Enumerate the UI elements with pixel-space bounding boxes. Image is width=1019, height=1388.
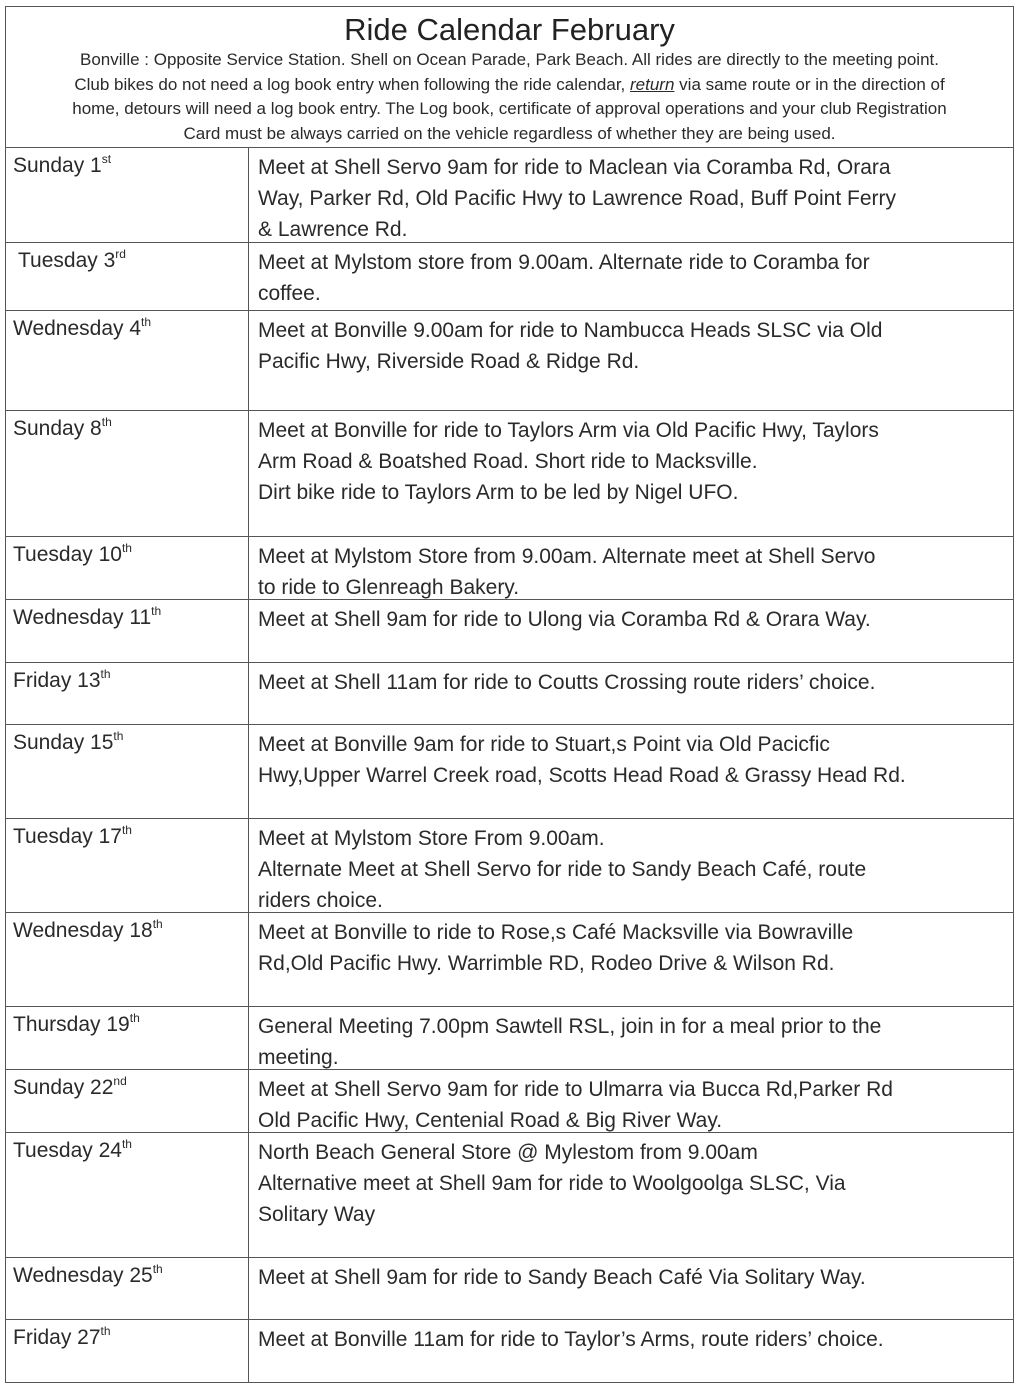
log-book-note-start: Club bikes do not need a log book entry when following the ride calendar,: [74, 74, 631, 94]
ride-description: General Meeting 7.00pm Sawtell RSL, join in for a meal prior to the meeting.: [258, 1015, 882, 1069]
ride-row: [6, 311, 1013, 411]
ride-description: Meet at Shell Servo 9am for ride to Ulmarra via Bucca Rd,Parker Rd Old Pacific Hwy, Centenial Road & Big River Way.: [258, 1078, 893, 1132]
ride-row: [6, 819, 1013, 913]
ride-day: Tuesday 17th: [13, 823, 132, 848]
ride-day: Sunday 22nd: [13, 1074, 127, 1099]
ride-day: Thursday 19th: [13, 1011, 140, 1036]
ride-day: Wednesday 11th: [13, 604, 162, 629]
ride-description: Meet at Shell Servo 9am for ride to Maclean via Coramba Rd, Orara Way, Parker Rd, Old Pacific Hwy to Lawrence Road, Buff Point Ferry & Lawrence Rd.: [258, 156, 897, 241]
ride-row: [6, 243, 1013, 311]
ride-day: Wednesday 4th: [13, 315, 152, 340]
ride-description: Meet at Shell 11am for ride to Coutts Crossing route riders’ choice.: [258, 671, 876, 694]
ride-row: [6, 913, 1013, 1007]
log-book-note: [6, 73, 1013, 98]
ride-day: Wednesday 25th: [13, 1262, 163, 1287]
ride-day: Wednesday 18th: [13, 917, 163, 942]
ride-day: Sunday 8th: [13, 415, 112, 440]
ride-day: Sunday 15th: [13, 729, 124, 754]
detour-note: home, detours will need a log book entry. The Log book, certificate of approval operations and your club Registration: [72, 99, 947, 118]
ride-description: Meet at Bonville 9.00am for ride to Nambucca Heads SLSC via Old Pacific Hwy, Riverside Road & Ridge Rd.: [258, 319, 883, 373]
ride-description: Meet at Bonville 11am for ride to Taylor’s Arms, route riders’ choice.: [258, 1328, 884, 1351]
ride-day: Sunday 1st: [13, 152, 112, 177]
ride-row: [6, 1070, 1013, 1133]
ride-description: Meet at Shell 9am for ride to Ulong via Coramba Rd & Orara Way.: [258, 608, 871, 631]
ride-row: [6, 537, 1013, 600]
ride-row: [6, 1258, 1013, 1320]
ride-row: [6, 725, 1013, 819]
calendar-header: [6, 7, 1013, 148]
ride-day: Friday 13th: [13, 667, 111, 692]
ride-row: [6, 1133, 1013, 1258]
ride-description: Meet at Bonville to ride to Rose,s Café Macksville via Bowraville Rd,Old Pacific Hwy. Warrimble RD, Rodeo Drive & Wilson Rd.: [258, 921, 854, 975]
log-book-note-end: via same route or in the direction of: [674, 74, 945, 94]
ride-description: Meet at Mylstom store from 9.00am. Alternate ride to Coramba for coffee.: [258, 251, 870, 305]
ride-description: Meet at Mylstom Store From 9.00am. Alternate Meet at Shell Servo for ride to Sandy Beach Café, route riders choice.: [258, 827, 867, 912]
column-divider: [248, 148, 249, 1382]
page-title: Ride Calendar February: [344, 12, 675, 47]
ride-day: Friday 27th: [13, 1324, 111, 1349]
ride-day: Tuesday 24th: [13, 1137, 132, 1162]
ride-row: [6, 148, 1013, 243]
ride-description: Meet at Shell 9am for ride to Sandy Beach Café Via Solitary Way.: [258, 1266, 866, 1289]
ride-description: Meet at Mylstom Store from 9.00am. Alternate meet at Shell Servo to ride to Glenreagh Bakery.: [258, 545, 876, 599]
ride-row: [6, 663, 1013, 725]
registration-note: Card must be always carried on the vehicle regardless of whether they are being used.: [183, 123, 836, 143]
ride-day: Tuesday 10th: [13, 541, 132, 566]
ride-description: Meet at Bonville 9am for ride to Stuart,s Point via Old Pacicfic Hwy,Upper Warrel Creek road, Scotts Head Road & Grassy Head Rd.: [258, 733, 906, 787]
ride-row: [6, 1320, 1013, 1382]
ride-row: [6, 411, 1013, 537]
ride-day: Tuesday 3rd: [18, 247, 126, 272]
ride-row: [6, 600, 1013, 663]
return-emphasis: return: [630, 74, 675, 94]
meeting-point-note: Bonville : Opposite Service Station. Shell on Ocean Parade, Park Beach. All rides are directly to the meeting point.: [80, 50, 939, 69]
ride-row: [6, 1007, 1013, 1070]
ride-description: North Beach General Store @ Mylestom from 9.00am Alternative meet at Shell 9am for ride to Woolgoolga SLSC, Via Solitary Way: [258, 1141, 846, 1226]
ride-description: Meet at Bonville for ride to Taylors Arm via Old Pacific Hwy, Taylors Arm Road & Boatshed Road. Short ride to Macksville. Dirt bike ride to Taylors Arm to be led by Nigel UFO.: [258, 419, 879, 504]
ride-calendar-sheet: [5, 6, 1014, 1383]
